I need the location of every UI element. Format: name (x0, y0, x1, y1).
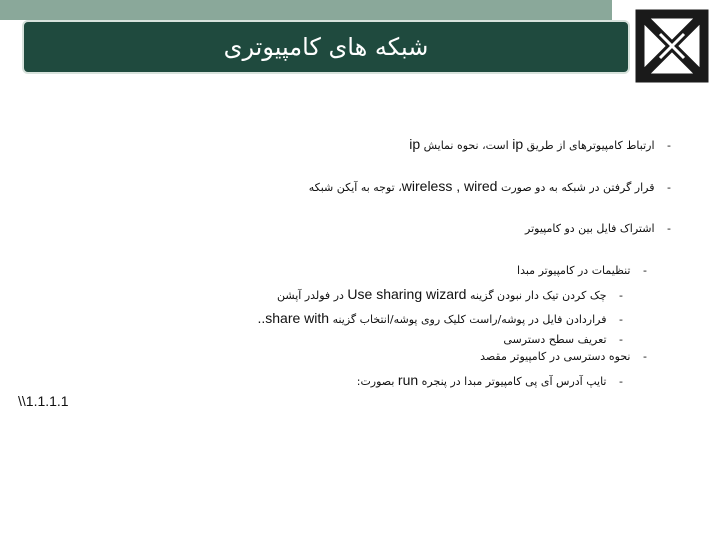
page-title: شبکه های کامپیوتری (223, 33, 429, 61)
bullet-access-level: - تعریف سطح دسترسی (503, 333, 623, 346)
bullet-source-settings: - تنظیمات در کامپیوتر مبدا (517, 264, 647, 277)
bullet-destination-access: - نحوه دسترسی در کامپیوتر مقصد (480, 350, 647, 363)
bullet-sharing-wizard: - چک کردن تیک دار نبودن گزینه Use sharing wizard در فولدر آپشن (277, 286, 623, 302)
bullet-ip-connection: - ارتباط کامپیوترهای از طریق ip است، نحوه نمایش ip (409, 136, 671, 152)
bullet-run-address: - تایپ آدرس آی پی کامپیوتر مبدا در پنجره run بصورت: (356, 372, 623, 388)
ip-path-example: \\1.1.1.1 (18, 393, 69, 409)
bullet-share-with: - فراردادن فایل در پوشه/راست کلیک روی پوشه/انتخاب گزینه share with.. (257, 310, 623, 326)
bullet-file-sharing: - اشتراک فایل بین دو کامپیوتر (525, 222, 671, 235)
bullet-network-types: - قرار گرفتن در شبکه به دو صورت wireless , wired، توجه به آیکن شبکه (308, 178, 671, 194)
